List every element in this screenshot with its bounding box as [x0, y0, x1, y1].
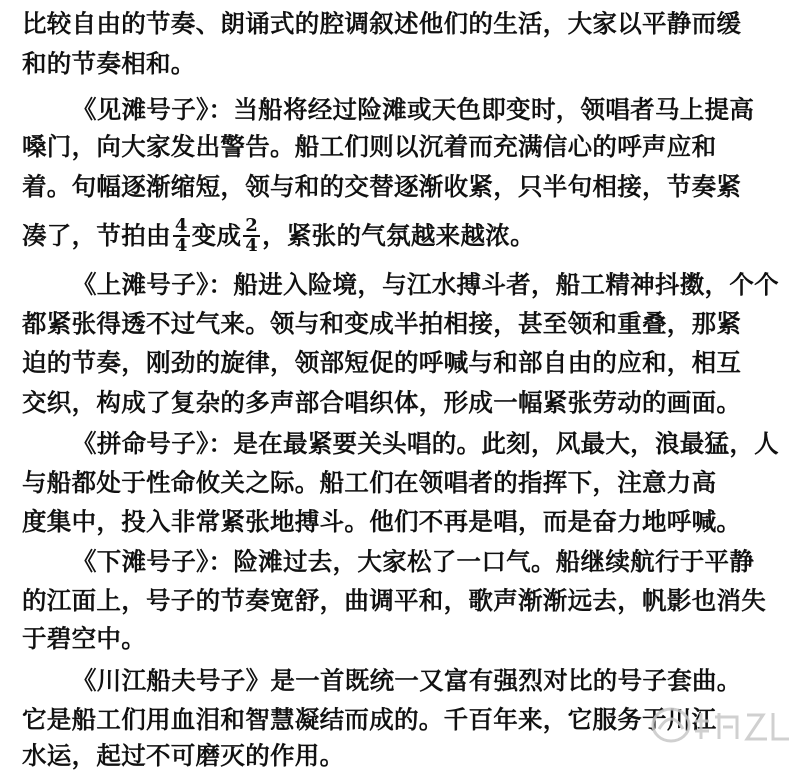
- text-line-10: 交织，构成了复杂的多声部合唱织体，形成一幅紧张劳动的画面。: [22, 388, 742, 417]
- text-line-11: 《拼命号子》：是在最紧要关头唱的。此刻，风最大，浪最猛，人: [72, 429, 779, 458]
- text-line-19: 水运，起过不可磨灭的作用。: [22, 741, 345, 770]
- text-line-12: 与船都处于性命攸关之际。船工们在领唱者的指挥下，注意力高: [22, 468, 717, 497]
- text-line-15: 的江面上，号子的节奏宽舒，曲调平和，歌声渐渐远去，帆影也消失: [22, 586, 766, 615]
- fraction-two-four: [243, 214, 260, 256]
- text-line-3: 《见滩号子》：当船将经过险滩或天色即变时，领唱者马上提高: [72, 95, 755, 124]
- text-line-1: 比较自由的节奏、朗诵式的腔调叙述他们的生活，大家以平静而缓: [22, 9, 742, 38]
- fraction-numerator: 2: [245, 214, 259, 236]
- fraction-numerator: 4: [174, 214, 188, 236]
- text-line-9: 迫的节奏，刚劲的旋律，领部短促的呼喊与和部自由的应和，相互: [22, 348, 742, 377]
- text-line-8: 都紧张得透不过气来。领与和变成半拍相接，甚至领和重叠，那紧: [22, 309, 742, 338]
- text-line-4: 嗓门，向大家发出警告。船工们则以沉着而充满信心的呼声应和: [22, 132, 717, 161]
- fraction-denominator: 4: [174, 234, 188, 256]
- text-line-16: 于碧空中。: [22, 624, 146, 653]
- fraction-four-four: [173, 214, 190, 256]
- text-line-17: 《川江船夫号子》是一首既统一又富有强烈对比的号子套曲。: [72, 666, 742, 695]
- text-line-7: 《上滩号子》：船进入险境，与江水搏斗者，船工精神抖擞，个个: [72, 270, 779, 299]
- text-line-6-before: 凑了，节拍由: [22, 221, 171, 250]
- text-line-6-after: ，紧张的气氛越来越浓。: [262, 221, 535, 250]
- text-line-2: 和的节奏相和。: [22, 49, 196, 78]
- fraction-denominator: 4: [245, 234, 259, 256]
- text-line-6-middle: 变成: [191, 221, 242, 250]
- text-line-13: 度集中，投入非常紧张地搏斗。他们不再是唱，而是奋力地呼喊。: [22, 507, 742, 536]
- text-line-18: 它是船工们用血泪和智慧凝结而成的。千百年来，它服务于川江: [22, 705, 717, 734]
- text-line-14: 《下滩号子》：险滩过去，大家松了一口气。船继续航行于平静: [72, 547, 755, 576]
- text-line-6: [22, 216, 535, 256]
- text-line-5: 着。句幅逐渐缩短，领与和的交替逐渐收紧，只半句相接，节奏紧: [22, 172, 742, 201]
